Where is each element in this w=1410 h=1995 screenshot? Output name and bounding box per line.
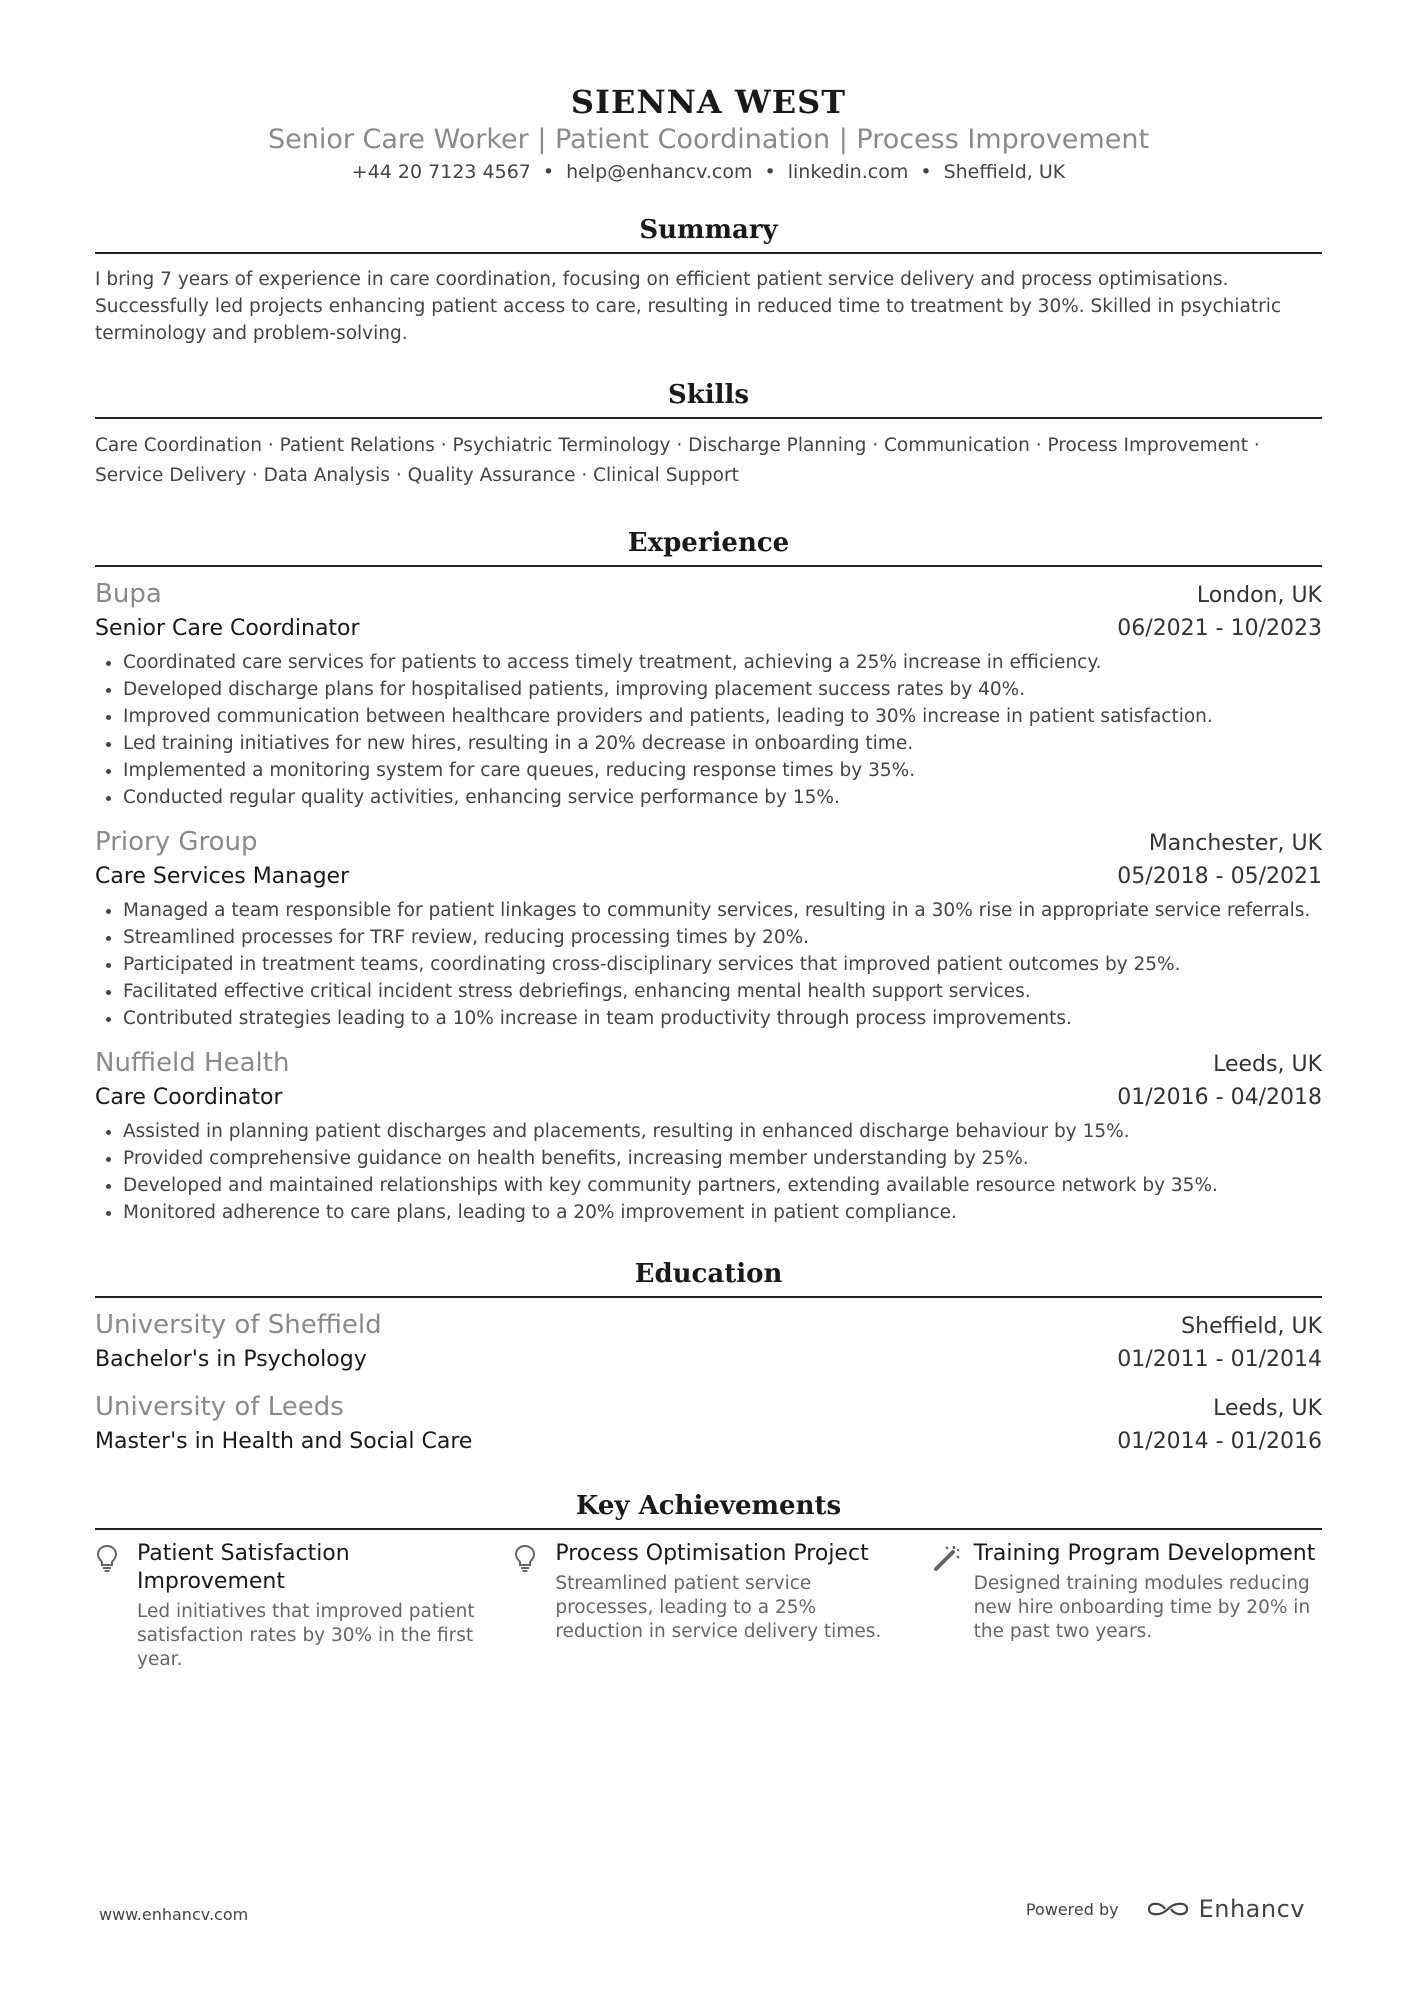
contact-linkedin[interactable]: linkedin.com bbox=[787, 161, 909, 183]
achievements-section bbox=[95, 1488, 1322, 1672]
skills-heading: Skills bbox=[95, 377, 1322, 419]
job-bullet: • Improved communication between healthcare providers and patients, leading to 30% increase in patient satisfaction. bbox=[123, 703, 1322, 730]
job-bullet: • Streamlined processes for TRF review, reducing processing times by 20%. bbox=[123, 924, 1322, 951]
achievement-item bbox=[932, 1540, 1322, 1672]
contact-separator: • bbox=[764, 161, 776, 183]
enhancv-logo[interactable] bbox=[1145, 1895, 1305, 1923]
achievement-title: Patient Satisfaction Improvement bbox=[137, 1541, 350, 1594]
lightbulb-icon bbox=[95, 1540, 125, 1672]
achievement-title: Process Optimisation Project bbox=[555, 1541, 869, 1566]
company-name: Bupa bbox=[95, 579, 162, 609]
contact-line bbox=[95, 158, 1322, 186]
skills-line: Service Delivery · Data Analysis · Quality Assurance · Clinical Support bbox=[95, 465, 739, 486]
school-name: University of Leeds bbox=[95, 1392, 344, 1422]
job-bullet: • Developed and maintained relationships with key community partners, extending available resource network by 35%. bbox=[123, 1172, 1322, 1199]
education-dates: 01/2011 - 01/2014 bbox=[1117, 1347, 1322, 1372]
job-bullet: • Assisted in planning patient discharges and placements, resulting in enhanced discharge behaviour by 15%. bbox=[123, 1118, 1322, 1145]
degree-name: Bachelor's in Psychology bbox=[95, 1347, 367, 1372]
job-bullet: • Conducted regular quality activities, enhancing service performance by 15%. bbox=[123, 784, 1322, 811]
candidate-name: SIENNA WEST bbox=[570, 83, 847, 121]
school-location: Leeds, UK bbox=[1213, 1396, 1322, 1421]
degree-name: Master's in Health and Social Care bbox=[95, 1429, 473, 1454]
job-location: Leeds, UK bbox=[1213, 1052, 1322, 1077]
education-dates: 01/2014 - 01/2016 bbox=[1117, 1429, 1322, 1454]
contact-separator: • bbox=[920, 161, 932, 183]
achievement-description: Streamlined patient service processes, leading to a 25% reduction in service delivery times. bbox=[555, 1573, 882, 1642]
experience-section bbox=[95, 525, 1322, 1226]
education-list bbox=[95, 1308, 1322, 1458]
achievements-grid bbox=[95, 1540, 1322, 1672]
achievement-description: Led initiatives that improved patient satisfaction rates by 30% in the first year. bbox=[137, 1601, 475, 1670]
contact-location: Sheffield, UK bbox=[943, 161, 1066, 183]
job-bullets bbox=[95, 897, 1322, 1032]
resume-header bbox=[95, 80, 1322, 186]
job-title: Care Services Manager bbox=[95, 864, 350, 889]
experience-entry bbox=[95, 577, 1322, 811]
summary-heading: Summary bbox=[95, 212, 1322, 254]
experience-heading: Experience bbox=[95, 525, 1322, 567]
education-section bbox=[95, 1256, 1322, 1458]
job-bullet: • Contributed strategies leading to a 10% increase in team productivity through process improvements. bbox=[123, 1005, 1322, 1032]
job-title: Care Coordinator bbox=[95, 1085, 283, 1110]
education-entry bbox=[95, 1390, 1322, 1458]
job-dates: 06/2021 - 10/2023 bbox=[1117, 616, 1322, 641]
achievement-item bbox=[513, 1540, 903, 1672]
lightbulb-icon bbox=[513, 1540, 543, 1672]
job-location: London, UK bbox=[1196, 583, 1322, 608]
enhancv-logo-icon bbox=[1145, 1897, 1191, 1921]
contact-phone[interactable]: +44 20 7123 4567 bbox=[351, 161, 531, 183]
candidate-tagline: Senior Care Worker | Patient Coordination | Process Improvement bbox=[267, 124, 1150, 155]
powered-by-label: Powered by bbox=[1025, 1899, 1119, 1919]
job-bullet: • Implemented a monitoring system for care queues, reducing response times by 35%. bbox=[123, 757, 1322, 784]
job-bullets bbox=[95, 649, 1322, 811]
company-name: Priory Group bbox=[95, 827, 258, 857]
experience-list bbox=[95, 577, 1322, 1226]
job-bullet: • Participated in treatment teams, coordinating cross-disciplinary services that improved patient outcomes by 25%. bbox=[123, 951, 1322, 978]
experience-entry bbox=[95, 1046, 1322, 1226]
summary-text: I bring 7 years of experience in care coordination, focusing on efficient patient service delivery and process optimisations. Successfully led projects enhancing patient access to care, resulting in reduced time to treatment by 30%. Skilled in psychiatric terminology and problem-solving. bbox=[95, 269, 1282, 344]
summary-section bbox=[95, 212, 1322, 347]
job-bullet: • Coordinated care services for patients to access timely treatment, achieving a 25% increase in efficiency. bbox=[123, 649, 1322, 676]
job-bullet: • Monitored adherence to care plans, leading to a 20% improvement in patient compliance. bbox=[123, 1199, 1322, 1226]
contact-separator: • bbox=[542, 161, 555, 183]
footer-website[interactable]: www.enhancv.com bbox=[99, 1905, 249, 1924]
achievements-heading: Key Achievements bbox=[95, 1488, 1322, 1530]
magic-wand-icon bbox=[932, 1540, 962, 1672]
achievement-description: Designed training modules reducing new hire onboarding time by 20% in the past two years. bbox=[973, 1573, 1311, 1642]
footer-branding bbox=[1026, 1895, 1305, 1923]
achievement-title: Training Program Development bbox=[973, 1541, 1316, 1566]
job-bullet: • Managed a team responsible for patient linkages to community services, resulting in a 30% rise in appropriate service referrals. bbox=[123, 897, 1322, 924]
job-bullet: • Provided comprehensive guidance on health benefits, increasing member understanding by 25%. bbox=[123, 1145, 1322, 1172]
job-location: Manchester, UK bbox=[1148, 831, 1322, 856]
job-bullet: • Led training initiatives for new hires, resulting in a 20% decrease in onboarding time. bbox=[123, 730, 1322, 757]
contact-email[interactable]: help@enhancv.com bbox=[566, 161, 753, 183]
school-location: Sheffield, UK bbox=[1181, 1314, 1322, 1339]
education-heading: Education bbox=[95, 1256, 1322, 1298]
skills-list bbox=[95, 431, 1322, 491]
skills-line: Care Coordination · Patient Relations · Psychiatric Terminology · Discharge Planning · Communication · Process Improvement · bbox=[95, 435, 1260, 456]
job-dates: 01/2016 - 04/2018 bbox=[1117, 1085, 1322, 1110]
resume-content bbox=[95, 80, 1322, 1672]
skills-section bbox=[95, 377, 1322, 491]
job-bullets bbox=[95, 1118, 1322, 1226]
brand-name: Enhancv bbox=[1198, 1895, 1305, 1923]
company-name: Nuffield Health bbox=[95, 1048, 290, 1078]
job-bullet: • Facilitated effective critical incident stress debriefings, enhancing mental health support services. bbox=[123, 978, 1322, 1005]
job-bullet: • Developed discharge plans for hospitalised patients, improving placement success rates by 40%. bbox=[123, 676, 1322, 703]
education-entry bbox=[95, 1308, 1322, 1376]
job-title: Senior Care Coordinator bbox=[95, 616, 360, 641]
experience-entry bbox=[95, 825, 1322, 1032]
job-dates: 05/2018 - 05/2021 bbox=[1117, 864, 1322, 889]
achievement-item bbox=[95, 1540, 485, 1672]
school-name: University of Sheffield bbox=[95, 1310, 382, 1340]
